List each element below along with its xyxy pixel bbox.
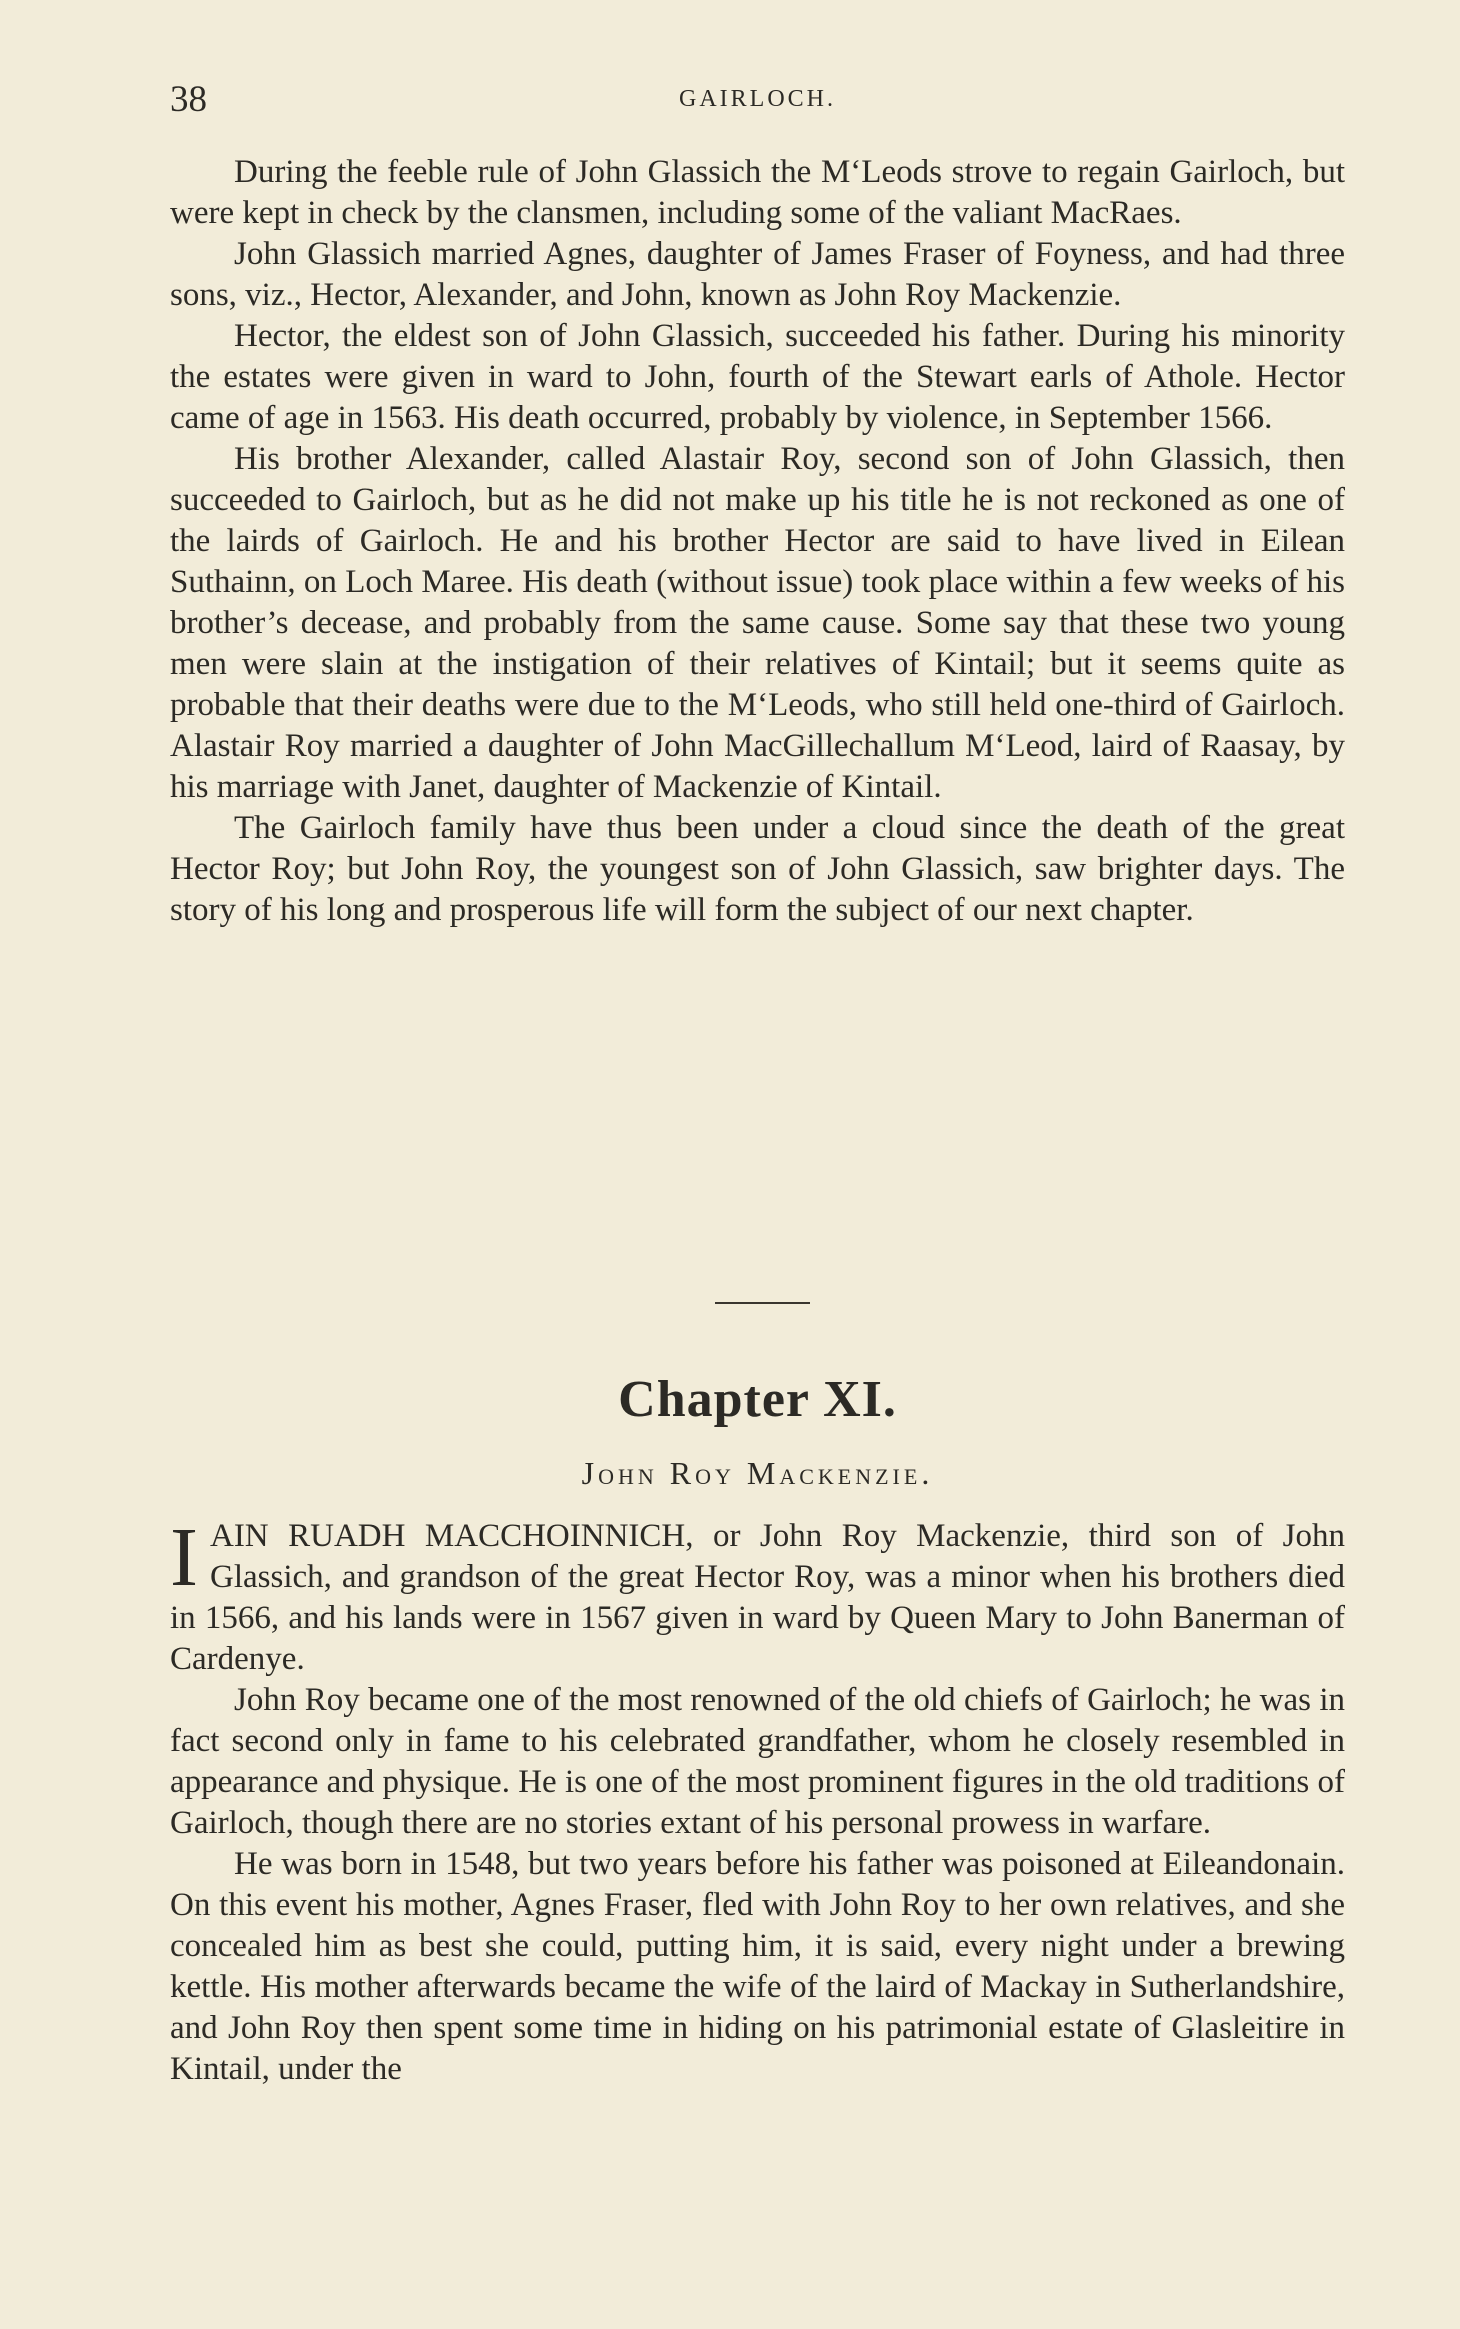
chapter-subtitle: John Roy Mackenzie.: [581, 1455, 934, 1491]
page-header: [170, 78, 1345, 128]
paragraph: Hector, the eldest son of John Glassich, succeeded his father. During his minority the estates were given in ward to John, fourth of the Stewart earls of Athole. Hector came of age in 1563. His death occurred, probably by violence, in September 1566.: [170, 318, 1345, 436]
paragraph: During the feeble rule of John Glassich the M‘Leods strove to regain Gairloch, but were kept in check by the clansmen, including some of the valiant MacRaes.: [170, 154, 1345, 231]
page-number: 38: [170, 79, 207, 120]
section-one: [170, 152, 1345, 931]
section-divider: [715, 1302, 810, 1304]
paragraph: The Gairloch family have thus been under a cloud since the death of the great Hector Roy; but John Roy, the youngest son of John Glassich, saw brighter days. The story of his long and prosperous life will form the subject of our next chapter.: [170, 810, 1345, 928]
paragraph-text: AIN RUADH MACCHOINNICH, or John Roy Mackenzie, third son of John Glassich, and grandson of the great Hector Roy, was a minor when his brothers died in 1566, and his lands were in 1567 given in ward by Queen Mary to John Banerman of Cardenye.: [170, 1518, 1345, 1677]
paragraph: He was born in 1548, but two years before his father was poisoned at Eileandonain. On this event his mother, Agnes Fraser, fled with John Roy to her own relatives, and she concealed him as best she could, putting him, it is said, every night under a brewing kettle. His mother afterwards became the wife of the laird of Mackay in Sutherlandshire, and John Roy then spent some time in hiding on his patrimonial estate of Glasleitire in Kintail, under the: [170, 1846, 1345, 2087]
chapter-heading: Chapter XI.: [618, 1371, 897, 1428]
paragraph: John Glassich married Agnes, daughter of James Fraser of Foyness, and had three sons, viz., Hector, Alexander, and John, known as John Roy Mackenzie.: [170, 236, 1345, 313]
paragraph: John Roy became one of the most renowned of the old chiefs of Gairloch; he was in fact second only in fame to his celebrated grandfather, whom he closely resembled in appearance and physique. He is one of the most prominent figures in the old traditions of Gairloch, though there are no stories extant of his personal prowess in warfare.: [170, 1682, 1345, 1841]
section-two: [170, 1511, 1345, 2090]
drop-cap: I: [170, 1511, 198, 1604]
paragraph-with-dropcap: [170, 1511, 1345, 1680]
paragraph: His brother Alexander, called Alastair Roy, second son of John Glassich, then succeeded to Gairloch, but as he did not make up his title he is not reckoned as one of the lairds of Gairloch. He and his brother Hector are said to have lived in Eilean Suthainn, on Loch Maree. His death (without issue) took place within a few weeks of his brother’s decease, and probably from the same cause. Some say that these two young men were slain at the instigation of their relatives of Kintail; but it seems quite as probable that their deaths were due to the M‘Leods, who still held one-third of Gairloch. Alastair Roy married a daughter of John MacGillechallum M‘Leod, laird of Raasay, by his marriage with Janet, daughter of Mackenzie of Kintail.: [170, 441, 1345, 805]
running-head: GAIRLOCH.: [679, 86, 836, 112]
